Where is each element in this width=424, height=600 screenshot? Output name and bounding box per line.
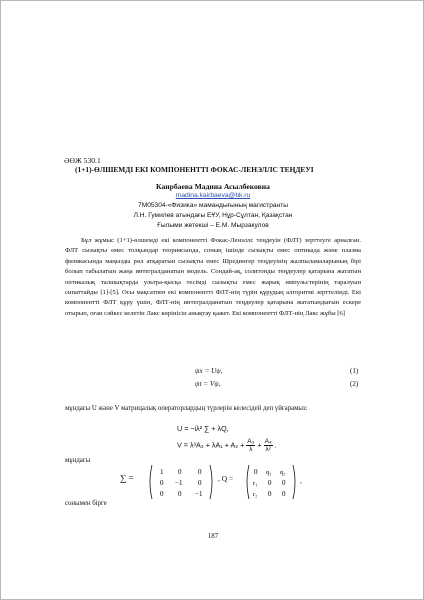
formula-v-fraction-1-numerator: A₃ [247, 438, 255, 445]
sigma-cell: −1 [195, 490, 203, 498]
where-text: мұндағы [65, 457, 91, 464]
formula-v-fraction-1 [246, 438, 255, 453]
sigma-label: ∑ = [120, 473, 134, 483]
affiliation-university: Л.Н. Гумилев атындағы ЕҰУ, Нұр-Сұлтан, Қазақстан [133, 212, 293, 219]
sigma-cell: 0 [198, 479, 202, 487]
q-cell: r₂ [253, 491, 258, 498]
affiliation-program: 7М05304-«Физика» мамандығының магистранты [138, 202, 288, 209]
q-cell: q₁ [266, 469, 272, 476]
sigma-cell: 0 [160, 490, 164, 498]
also-text: сонымен бірге [65, 500, 107, 507]
q-cell: q₂ [280, 469, 286, 476]
equation-1-number: (1) [350, 367, 359, 375]
formula-v-fraction-1-denominator: λ [249, 446, 253, 453]
page-number: 187 [207, 532, 219, 540]
abstract-paragraph: Бұл жұмыс (1+1)-өлшемді екі компонентті Фокас-Ленэллс теңдеуін (ФЛТ) зерттеуге арналған. ФЛТ сызықты емес толқындар теориясында, соның ішінде сызықты емес оптикада және плазма физикасында маңызды рөл атқаратын сызықты емес Шредингер теңдеуінің жалпыламаларының бірі болып табылатын жаңа интегралданатын модель. Сондай-ақ, солитонды теңдеулер қатарына жататын оптикалық талшықтарда ультра-қысқа тесімді сызықты емес жарық импульстерінің таралуын сипаттайды [1]-[5]. Осы мақсатпен екі компонентті ФЛТ-нің түрін құрудың алгоритмі зерттелінді. Екі компонентті ФЛТ құру үшін, ФЛТ-нің интегралданатын теңдеулер қатарына жататындығын ескере отырып, оған сәйкес келетін Лакс көрінісін анықтау қажет. Екі компонентті ФЛТ-нің Лакс жұбы [6] [65, 237, 361, 317]
sigma-cell: 0 [178, 468, 182, 476]
equation-2: ψt = Vψ, [195, 380, 221, 388]
author-name: Каирбаева Мадина Асылбековна [156, 182, 270, 191]
q-cell: 0 [282, 490, 286, 498]
q-matrix [245, 464, 299, 500]
formula-v [177, 438, 277, 453]
equation-1: ψx = Uψ, [195, 367, 223, 375]
formula-v-fraction-2 [264, 438, 273, 453]
q-cell: 0 [268, 479, 272, 487]
q-cell: r₁ [253, 480, 258, 487]
q-cell: 0 [282, 479, 286, 487]
sigma-cell: −1 [175, 479, 183, 487]
formula-u: U = −iλ² ∑ + λQ, [177, 424, 229, 433]
formula-v-main: V = λ³A₃ + λA₁ + A₂ + [177, 440, 245, 450]
equation-2-number: (2) [350, 380, 359, 388]
q-cell: 0 [268, 490, 272, 498]
q-cell: 0 [254, 468, 258, 476]
sigma-cell: 0 [198, 468, 202, 476]
formula-v-fraction-2-denominator: λ² [265, 446, 271, 453]
sigma-cell: 1 [160, 468, 164, 476]
q-label: , Q = [218, 474, 234, 483]
sigma-cell: 0 [160, 479, 164, 487]
author-email-link[interactable]: madina.kairbaeva@bk.ru [175, 192, 251, 199]
matrices-intro-text: мұндағы U және V матрицалық операторлардың түрлерін келесідей деп үйғарамыз: [65, 405, 308, 412]
sigma-cell: 0 [178, 490, 182, 498]
paper-title: (1+1)-ӨЛШЕМДІ ЕКІ КОМПОНЕНТТІ ФОКАС-ЛЕНЭЛЛС ТЕҢДЕУІ [75, 165, 314, 174]
udk-code: ӘӨЖ 530.1 [64, 156, 101, 165]
sigma-matrix [148, 464, 218, 500]
formula-v-plus: + [257, 440, 262, 450]
supervisor-line: Ғылыми жетекші – Е.М. Мырзакулов [157, 222, 269, 229]
formula-v-fraction-2-numerator: A₄ [264, 438, 272, 445]
formula-v-end: . [274, 440, 277, 450]
q-end: , [300, 477, 302, 485]
